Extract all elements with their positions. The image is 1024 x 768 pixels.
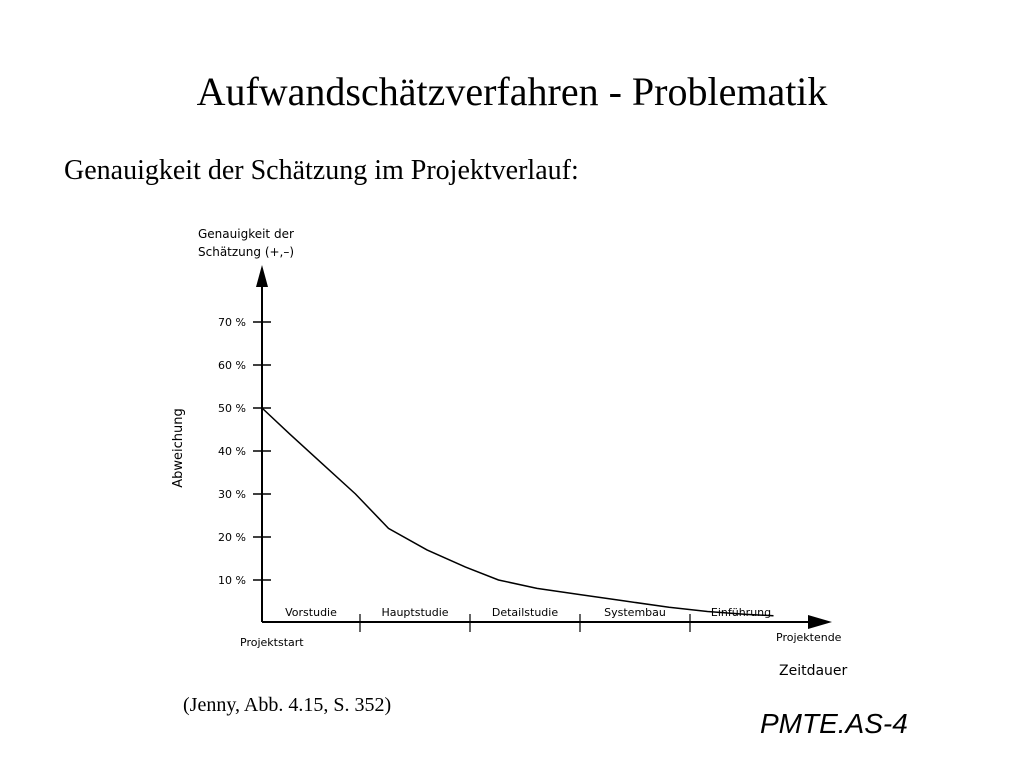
phase-label: Hauptstudie bbox=[381, 606, 449, 619]
y-axis-arrow bbox=[256, 265, 268, 287]
x-axis-title: Zeitdauer bbox=[779, 663, 848, 679]
phase-label: Systembau bbox=[604, 606, 666, 619]
y-tick-label: 40 % bbox=[218, 445, 246, 458]
y-axis-title-line-1: Genauigkeit der bbox=[198, 227, 294, 241]
accuracy-curve bbox=[262, 408, 774, 616]
slide-footer: PMTE.AS-4 bbox=[760, 708, 908, 739]
x-axis-end-label: Projektende bbox=[776, 631, 842, 644]
y-tick-label: 70 % bbox=[218, 316, 246, 329]
phase-label: Vorstudie bbox=[285, 606, 337, 619]
x-axis-arrow bbox=[808, 615, 832, 629]
y-tick-label: 30 % bbox=[218, 488, 246, 501]
slide-title: Aufwandschätzverfahren - Problematik bbox=[196, 69, 828, 114]
y-axis-title-line-2: Schätzung (+,–) bbox=[198, 245, 295, 259]
y-tick-label: 50 % bbox=[218, 402, 246, 415]
y-tick-label: 10 % bbox=[218, 574, 246, 587]
phase-label: Einführung bbox=[710, 606, 772, 619]
y-tick-label: 20 % bbox=[218, 531, 246, 544]
phase-label: Detailstudie bbox=[491, 606, 559, 619]
slide-subtitle: Genauigkeit der Schätzung im Projektverlauf: bbox=[64, 155, 579, 186]
source-citation: (Jenny, Abb. 4.15, S. 352) bbox=[183, 694, 392, 716]
x-axis-start-label: Projektstart bbox=[240, 636, 304, 649]
y-axis-side-label: Abweichung bbox=[171, 408, 186, 488]
y-tick-label: 60 % bbox=[218, 359, 246, 372]
